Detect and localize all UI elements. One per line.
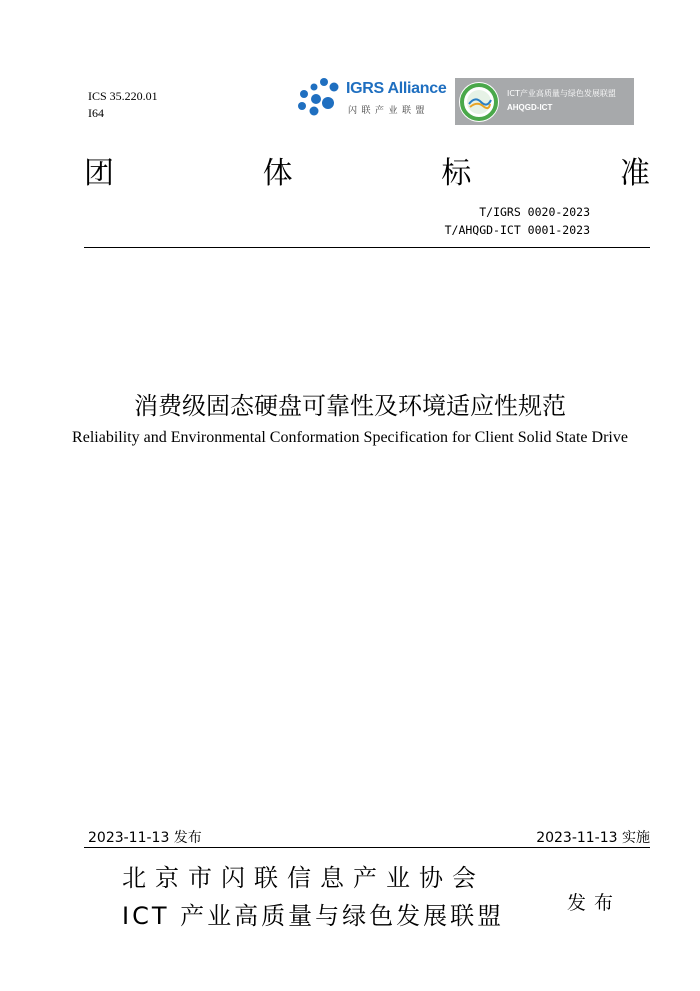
ahqgd-abbreviation: AHQGD-ICT xyxy=(507,103,553,112)
standard-type-heading xyxy=(84,156,650,192)
implement-date: 2023-11-13 实施 xyxy=(536,830,650,846)
standard-codes xyxy=(445,203,590,239)
standard-type-char: 团 xyxy=(84,156,114,191)
ahqgd-emblem-icon xyxy=(459,82,499,122)
standard-type-char: 标 xyxy=(441,156,472,191)
ics-classification xyxy=(88,88,158,122)
document-title-chinese: 消费级固态硬盘可靠性及环境适应性规范 xyxy=(134,392,566,420)
ahqgd-ict-logo xyxy=(455,78,634,125)
footer-divider xyxy=(84,847,650,848)
publish-date: 2023-11-13 发布 xyxy=(88,830,202,846)
ahqgd-standard-code: T/AHQGD-ICT 0001-2023 xyxy=(444,223,590,237)
ahqgd-chinese-name: ICT产业高质量与绿色发展联盟 xyxy=(507,89,616,98)
igrs-brand-text: IGRS Alliance xyxy=(346,80,447,97)
publisher-1: 北京市闪联信息产业协会 xyxy=(122,864,485,892)
standard-type-char: 准 xyxy=(619,156,650,191)
standard-type-char: 体 xyxy=(262,156,293,191)
igrs-standard-code: T/IGRS 0020-2023 xyxy=(479,205,590,219)
publish-suffix: 发布 xyxy=(567,892,622,914)
igrs-alliance-logo xyxy=(294,76,454,120)
ccs-code: I64 xyxy=(88,106,104,120)
publisher-2: ICT 产业高质量与绿色发展联盟 xyxy=(122,902,505,930)
igrs-dots-icon xyxy=(294,76,344,120)
ics-code: ICS 35.220.01 xyxy=(88,89,158,103)
header-divider xyxy=(84,247,650,248)
igrs-chinese-text: 闪联产业联盟 xyxy=(348,106,430,116)
document-title-english: Reliability and Environmental Conformation Specification for Client Solid State Drive xyxy=(72,429,628,446)
